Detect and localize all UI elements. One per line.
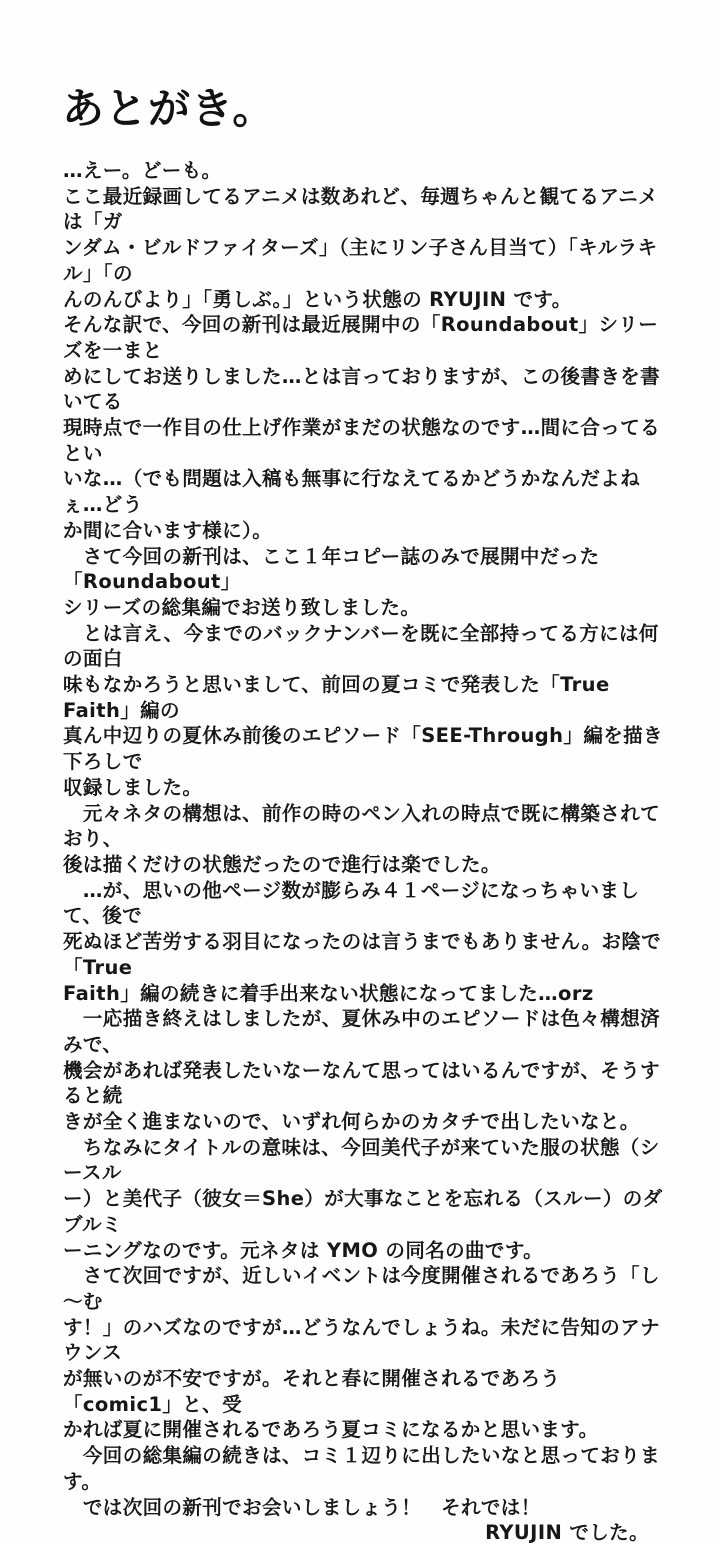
body-line: か間に合います様に）。 xyxy=(63,518,273,542)
body-line: 収録しました。 xyxy=(63,775,203,799)
body-line: さて今回の新刊は、ここ１年コピー誌のみで展開中だった「Roundabout」 xyxy=(63,544,600,594)
body-line: 死ぬほど苦労する羽目になったのは言うまでもありません。お陰で「True xyxy=(63,930,662,979)
body-line: めにしてお送りしました…とは言っておりますが、この後書きを書いてる xyxy=(63,364,661,414)
body-line: 一応描き終えはしましたが、夏休み中のエピソードは色々構想済みで、 xyxy=(63,1007,661,1056)
body-line: 今回の総集編の続きは、コミ１辺りに出したいなと思っております。 xyxy=(63,1444,661,1493)
body-line: 元々ネタの構想は、前作の時のペン入れの時点で既に構築されており、 xyxy=(63,801,661,851)
body-line: 後は描くだけの状態だったので進行は楽でした。 xyxy=(63,852,501,876)
body-line: んのんびより」「勇しぶ。」という状態の RYUJIN です。 xyxy=(63,287,572,311)
afterword-body xyxy=(63,158,665,1546)
body-line: が無いのが不安ですが。それと春に開催されるであろう「comic1」と、受 xyxy=(63,1367,561,1416)
body-line: 機会があれば発表したいなーなんて思ってはいるんですが、そうすると続 xyxy=(63,1058,661,1108)
body-line: きが全く進まないので、いずれ何らかのカタチで出したいなと。 xyxy=(63,1110,640,1134)
page-title: あとがき。 xyxy=(62,84,276,133)
body-line: とは言え、今までのバックナンバーを既に全部持ってる方には何の面白 xyxy=(63,621,659,671)
body-line: 現時点で一作目の仕上げ作業がまだの状態なのです…間に合ってるとい xyxy=(63,416,661,465)
body-line: …えー。どーも。 xyxy=(63,159,222,182)
body-line: Faith」編の続きに着手出来ない状態になってました…orz xyxy=(63,981,594,1005)
body-lines-container xyxy=(63,158,665,1520)
body-line: す！」のハズなのですが…どうなんでしょうね。未だに告知のアナウンス xyxy=(63,1315,661,1365)
body-line: 味もなかろうと思いまして、前回の夏コミで発表した「True Faith」編の xyxy=(63,673,617,722)
body-line: いな…（でも問題は入稿も無事に行なえてるかどうかなんだよねぇ…どう xyxy=(63,467,641,517)
body-line: ここ最近録画してるアニメは数あれど、毎週ちゃんと観てるアニメは「ガ xyxy=(63,184,659,234)
body-line: ンダム・ビルドファイターズ」（主にリン子さん目当て）「キルラキル」「の xyxy=(63,236,658,285)
body-line: 真ん中辺りの夏休み前後のエピソード「SEE-Through」編を描き下ろしで xyxy=(63,724,663,774)
body-line: かれば夏に開催されるであろう夏コミになるかと思います。 xyxy=(63,1418,599,1442)
body-line: ーニングなのです。元ネタは YMO の同名の曲です。 xyxy=(63,1238,544,1262)
body-line: さて次回ですが、近しいイベントは今度開催されるであろう「し～む xyxy=(63,1264,660,1313)
body-line: そんな訳で、今回の新刊は最近展開中の「Roundabout」シリーズを一まと xyxy=(63,313,659,362)
body-line: ー）と美代子（彼女＝She）が大事なことを忘れる（スルー）のダブルミ xyxy=(63,1187,663,1236)
body-line: シリーズの総集編でお送り致しました。 xyxy=(63,595,421,619)
body-line: ちなみにタイトルの意味は、今回美代子が来ていた服の状態（シースル xyxy=(63,1135,660,1185)
signature: RYUJIN でした。 xyxy=(485,1521,649,1545)
body-line: では次回の新刊でお会いしましょう！ それでは！ xyxy=(63,1495,541,1519)
body-line: …が、思いの他ページ数が膨らみ４１ページになっちゃいまして、後で xyxy=(63,878,640,928)
